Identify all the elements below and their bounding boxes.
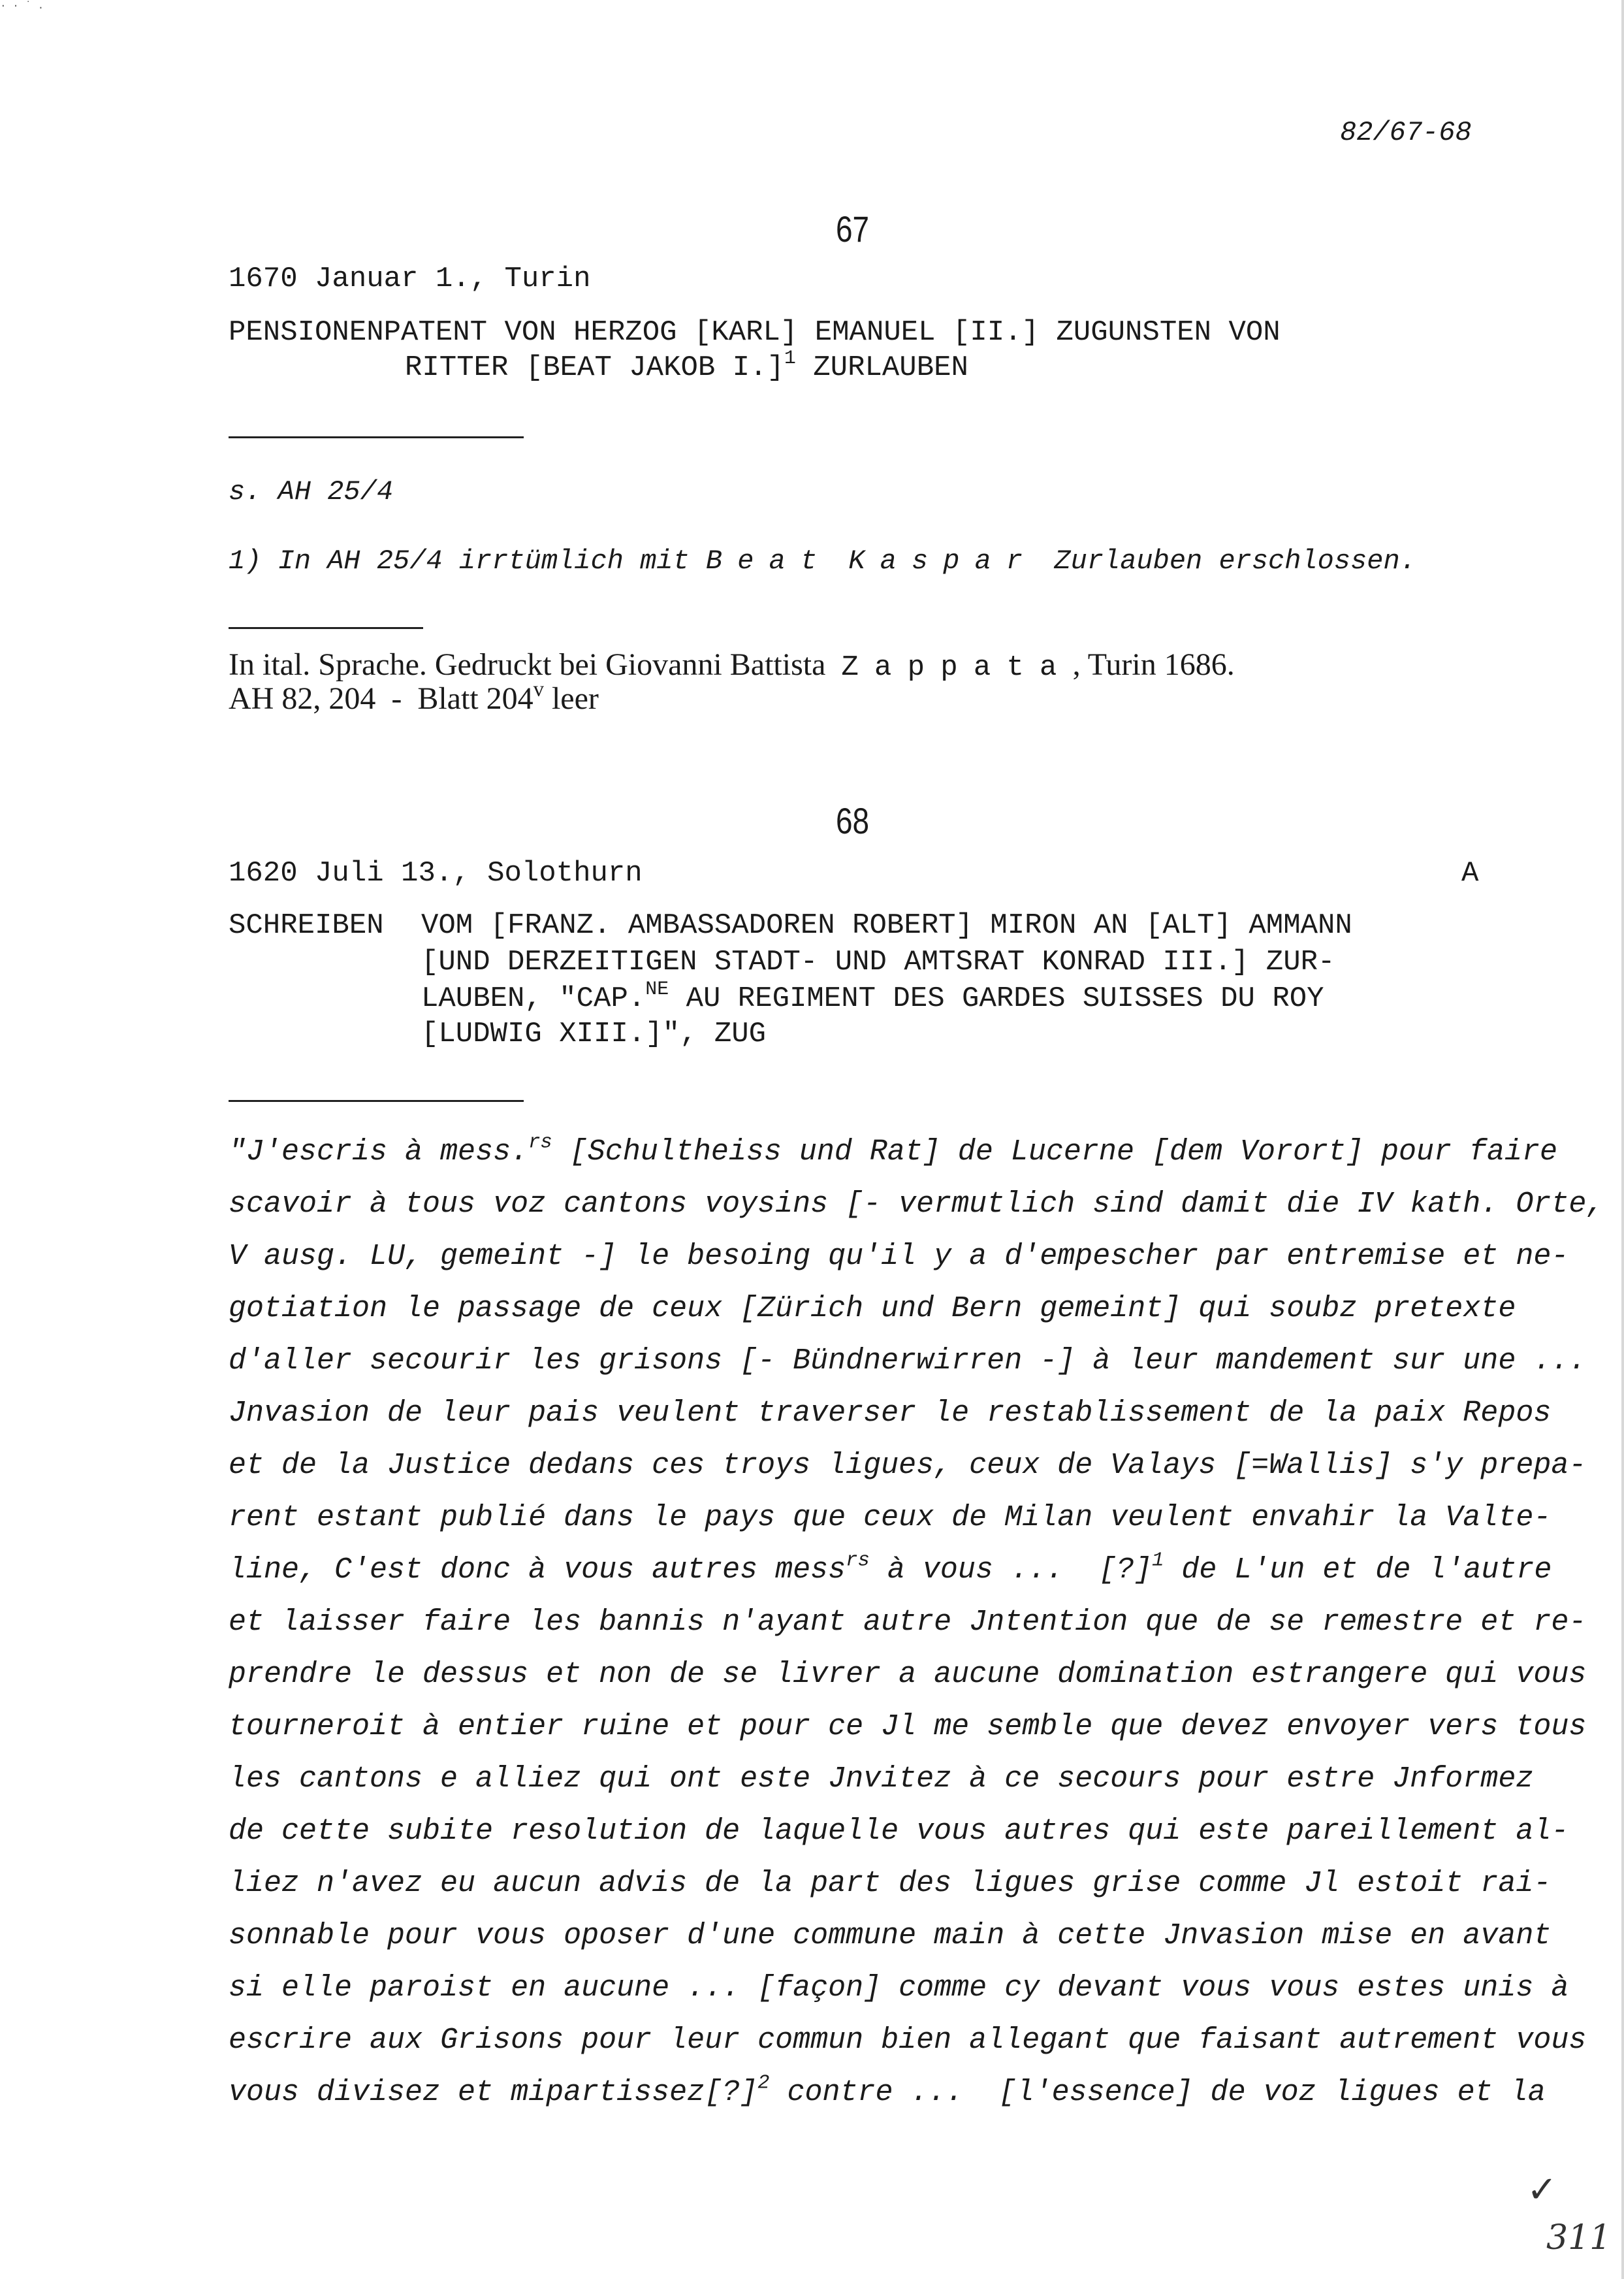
body-line: Jnvasion de leur pais veulent traverser le restablissement de la paix Repos (229, 1397, 1552, 1430)
note-text: In ital. Sprache. Gedruckt bei Giovanni Battista (229, 647, 842, 682)
body-line (229, 1131, 1558, 1169)
footnote-marker: 2 (757, 2072, 770, 2095)
doc68-marker: A (1461, 857, 1479, 890)
footnote-spaced-name: Kaspar (848, 545, 1038, 577)
note-text: , Turin 1686. (1072, 647, 1235, 682)
body-line (229, 2072, 1546, 2109)
body-line: rent estant publié dans le pays que ceux de Milan veulent envahir la Valte- (229, 1501, 1552, 1534)
doc68-title-line1: VOM [FRANZ. AMBASSADOREN ROBERT] MIRON AN [ALT] AMMANN (421, 909, 1352, 942)
body-line: sonnable pour vous oposer d'une commune main à cette Jnvasion mise en avant (229, 1919, 1552, 1952)
body-line: V ausg. LU, gemeint -] le besoing qu'il y a d'empescher par entremise et ne- (229, 1240, 1569, 1273)
body-line: liez n'avez eu aucun advis de la part des ligues grise comme Jl estoit rai- (229, 1867, 1552, 1900)
body-text: contre ... [l'essence] de voz ligues et la (769, 2076, 1546, 2109)
footnote-text: Zurlauben erschlossen. (1054, 545, 1416, 577)
section-rule (229, 627, 423, 629)
footnote-marker: 1 (784, 347, 796, 370)
doc67-title-text: RITTER [BEAT JAKOB I.] (405, 351, 784, 384)
superscript: NE (645, 978, 669, 1001)
doc68-title-text: AU REGIMENT DES GARDES SUISSES DU ROY (669, 982, 1324, 1015)
body-text: vous divisez et mipartissez[?] (229, 2076, 758, 2109)
body-text: line, C'est donc à vous autres mess (229, 1553, 846, 1587)
doc67-title-text: ZURLAUBEN (795, 351, 968, 384)
doc67-title-line2 (405, 347, 968, 385)
body-line: de cette subite resolution de laquelle vous autres qui este pareillement al- (229, 1815, 1569, 1848)
body-line: si elle paroist en aucune ... [façon] comme cy devant vous vous estes unis à (229, 1971, 1569, 2005)
doc67-reference: s. AH 25/4 (229, 476, 394, 508)
doc67-title-line1: PENSIONENPATENT VON HERZOG [KARL] EMANUEL [II.] ZUGUNSTEN VON (229, 316, 1281, 349)
footnote-marker: 1 (1151, 1549, 1164, 1572)
footnote-spaced-name: Beat (705, 545, 833, 577)
check-mark: ✓ (1527, 2169, 1557, 2211)
superscript: rs (528, 1131, 552, 1154)
section-rule (229, 436, 524, 438)
superscript: rs (846, 1549, 870, 1572)
body-line: les cantons e alliez qui ont este Jnvitez à ce secours pour estre Jnformez (229, 1762, 1534, 1796)
doc67-note-line1 (229, 647, 1235, 685)
body-line: d'aller secourir les grisons [- Bündnerwirren -] à leur mandement sur une ... (229, 1344, 1587, 1378)
page-reference: 82/67-68 (1340, 117, 1472, 148)
doc67-note-line2 (229, 677, 599, 717)
body-text: "J'escris à mess. (229, 1135, 529, 1169)
body-line: scavoir à tous voz cantons voysins [- vermutlich sind damit die IV kath. Orte, (229, 1188, 1604, 1221)
document-number-68: 68 (836, 800, 870, 841)
footnote-text: 1) In AH 25/4 irrtümlich mit (229, 545, 706, 577)
doc68-title-text: LAUBEN, "CAP. (421, 982, 646, 1015)
handwritten-page-number: 311 (1546, 2218, 1612, 2257)
body-line: gotiation le passage de ceux [Zürich und Bern gemeint] qui soubz pretexte (229, 1292, 1516, 1325)
body-line: et de la Justice dedans ces troys ligues, ceux de Valays [=Wallis] s'y prepa- (229, 1449, 1587, 1482)
verso-marker: v (533, 677, 544, 702)
doc68-title-line3 (421, 978, 1324, 1016)
body-text: [Schultheiss und Rat] de Lucerne [dem Vorort] pour faire (552, 1135, 1558, 1169)
doc67-footnote (229, 543, 1416, 579)
doc68-title-lead: SCHREIBEN (229, 909, 384, 942)
body-line: escrire aux Grisons pour leur commun bien allegant que faisant autrement vous (229, 2024, 1587, 2057)
body-line (229, 1549, 1552, 1587)
body-line: tourneroit à entier ruine et pour ce Jl me semble que devez envoyer vers tous (229, 1710, 1587, 1743)
scan-speckle: · · ˙ . (0, 0, 44, 12)
body-text: à vous ... [?] (869, 1553, 1152, 1587)
doc68-title-line4: [LUDWIG XIII.]", ZUG (421, 1018, 767, 1050)
doc68-title-line2: [UND DERZEITIGEN STADT- UND AMTSRAT KONRAD III.] ZUR- (421, 946, 1335, 978)
body-text: de L'un et de l'autre (1164, 1553, 1552, 1587)
doc68-date-line: 1620 Juli 13., Solothurn (229, 857, 643, 890)
body-line: et laisser faire les bannis n'ayant autre Jntention que de se remestre et re- (229, 1606, 1587, 1639)
doc67-date-line: 1670 Januar 1., Turin (229, 263, 591, 295)
note-text: AH 82, 204 - Blatt 204 (229, 681, 533, 716)
document-number-67: 67 (836, 208, 870, 250)
body-line: prendre le dessus et non de se livrer a aucune domination estrangere qui vous (229, 1658, 1587, 1691)
section-rule (229, 1100, 524, 1102)
page-edge (1621, 0, 1624, 2279)
note-spaced-name: Zappata (841, 651, 1073, 684)
note-text: leer (543, 681, 599, 716)
